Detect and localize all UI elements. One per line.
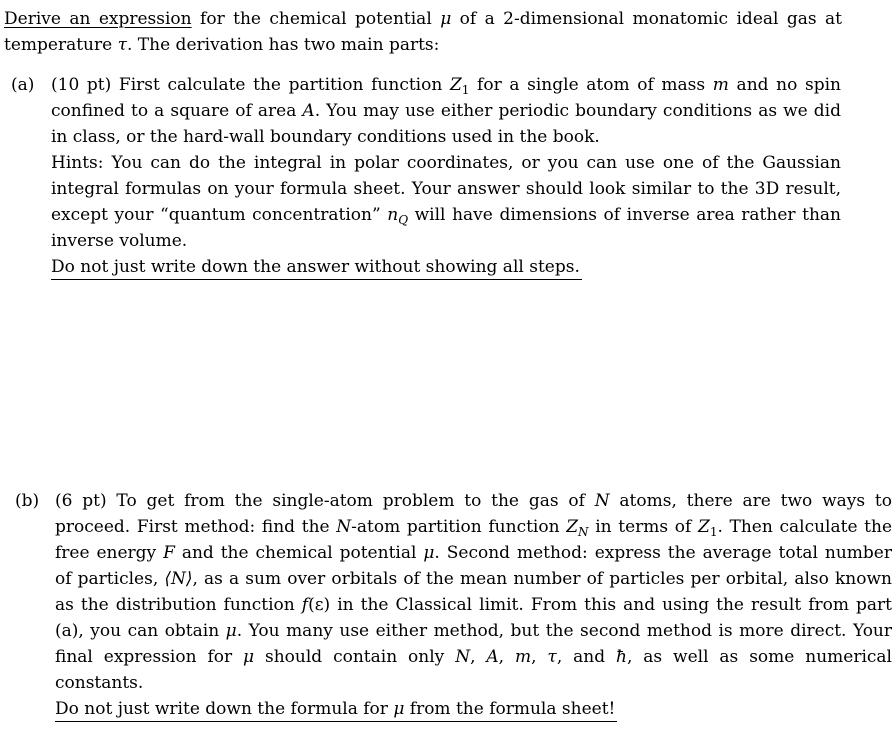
part-a-warning: Do not just write down the answer without showing all steps. bbox=[51, 256, 582, 280]
intro-text: of a 2-dimensional monatomic ideal gas at temperature bbox=[4, 9, 842, 55]
problem-page bbox=[4, 6, 892, 719]
part-b-text: (6 pt) To get from the single-atom problem to the gas of N atoms, there are two ways to proceed. First method: find the N-atom partition function $Z_N$ in terms of $Z_1$. Then calculate the free energy F and the chemical potential μ. Second method: express the average total number of particles, ⟨N⟩, as a sum over orbitals of the mean number of particles per orbital, also known as the distribution function f(ε) in the Classical limit. From this and using the result from part (a), you can obtain μ. You many use either method, but the second method is more direct. Your final expression for μ should contain only N, A, m, τ, and ħ, as well as some numerical constants. bbox=[55, 491, 892, 693]
intro-text: for the chemical potential bbox=[191, 9, 441, 29]
part-a-hints: Hints: You can do the integral in polar coordinates, or you can use one of the Gaussian integral formulas on your formula sheet. Your answer should look similar to the 3D result, except your “quantum concentration” $n_Q$ will have dimensions of inverse area rather than inverse volume. bbox=[51, 153, 841, 251]
symbol-mu: μ bbox=[440, 9, 452, 29]
symbol-nQ: n bbox=[387, 205, 399, 225]
symbol-m: m bbox=[712, 75, 729, 95]
part-a-label: (a) bbox=[11, 75, 35, 95]
symbol-f-eps: f bbox=[301, 595, 309, 615]
part-b-warning-line bbox=[55, 696, 892, 722]
part-b-label: (b) bbox=[15, 491, 40, 511]
symbol-tau: τ bbox=[117, 35, 127, 55]
problem-intro bbox=[4, 6, 842, 58]
part-b bbox=[8, 488, 892, 722]
part-a-text: (10 pt) First calculate the partition function $Z_1$ for a single atom of mass m and no spin confined to a square of area A. You may use either periodic boundary conditions as we did in class, or the hard-wall boundary conditions used in the book. bbox=[51, 75, 841, 147]
intro-text: . The derivation has two main parts: bbox=[127, 35, 440, 55]
symbol-A: A bbox=[302, 101, 315, 121]
symbol-hbar: ħ bbox=[616, 647, 627, 667]
symbol-Z1: Z bbox=[449, 75, 462, 95]
intro-underlined-phrase: Derive an expression bbox=[4, 9, 192, 29]
part-a-warning-line bbox=[51, 254, 841, 280]
part-b-warning: Do not just write down the formula for μ from the formula sheet! bbox=[55, 698, 617, 722]
symbol-avg-N: ⟨N⟩ bbox=[164, 569, 193, 589]
part-a bbox=[4, 72, 841, 280]
